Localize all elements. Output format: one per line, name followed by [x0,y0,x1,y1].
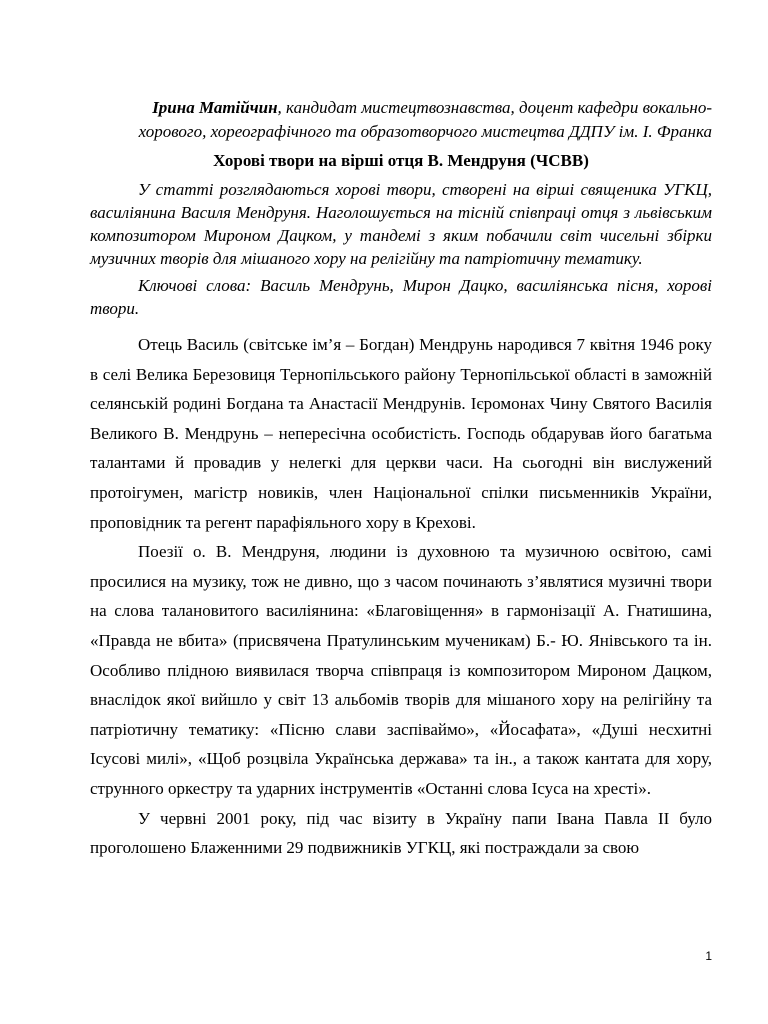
abstract: У статті розглядаються хорові твори, створені на вірші священика УГКЦ, василіянина Василя Мендруня. Наголошується на тісній співпраці отця з львівським композитором Мироном Дацком, у тандемі з яким побачили світ чисельні збірки музичних творів для мішаного хору на релігійну та патріотичну тематику. [90,180,712,268]
paragraph-1: Отець Василь (світське ім’я – Богдан) Мендрунь народився 7 квітня 1946 року в селі Велика Березовиця Тернопільського району Тернопільської області в заможній селянській родині Богдана та Анастасії Мендрунів. Ієромонах Чину Святого Василія Великого В. Мендрунь – непересічна особистість. Господь обдарував його багатьма талантами й провадив у нелегкі для церкви часи. На сьогодні він вислужений протоігумен, магістр новиків, член Національної спілки письменників України, проповідник та регент парафіяльного хору в Крехові. [90,335,712,532]
paragraph-2: Поезії о. В. Мендруня, людини із духовною та музичною освітою, самі просилися на музику, тож не дивно, що з часом починають з’являтися музичні твори на слова талановитого василіянина: «Благовіщення» в гармонізації А. Гнатишина, «Правда не вбита» (присвячена Пратулинським мученикам) Б.- Ю. Янівського та ін. Особливо плідною виявилася творча співпраця із композитором Мироном Дацком, внаслідок якої вийшло у світ 13 альбомів творів для мішаного хору на релігійну та патріотичну тематику: «Пісню слави заспіваймо», «Йосафата», «Душі несхитні Ісусові милі», «Щоб розцвіла Українська держава» та ін., а також кантата для хору, струнного оркестру та ударних інструментів «Останні слова Ісуса на хресті». [90,542,712,798]
author-line [90,96,712,144]
document-page [90,96,712,863]
author-name: Ірина Матійчин [152,98,278,117]
page-number: 1 [705,949,712,963]
author-affiliation: , кандидат мистецтвознавства, доцент кафедри вокально-хорового, хореографічного та образотворчого мистецтва ДДПУ ім. І. Франка [138,98,712,141]
paragraph-3: У червні 2001 року, під час візиту в Україну папи Івана Павла ІІ було проголошено Блаженними 29 подвижників УГКЦ, які постраждали за свою [90,808,712,858]
article-title: Хорові твори на вірші отця В. Мендруня (ЧСВВ) [213,151,589,170]
keywords: Ключові слова: Василь Мендрунь, Мирон Дацко, василіянська пісня, хорові твори. [90,276,712,318]
